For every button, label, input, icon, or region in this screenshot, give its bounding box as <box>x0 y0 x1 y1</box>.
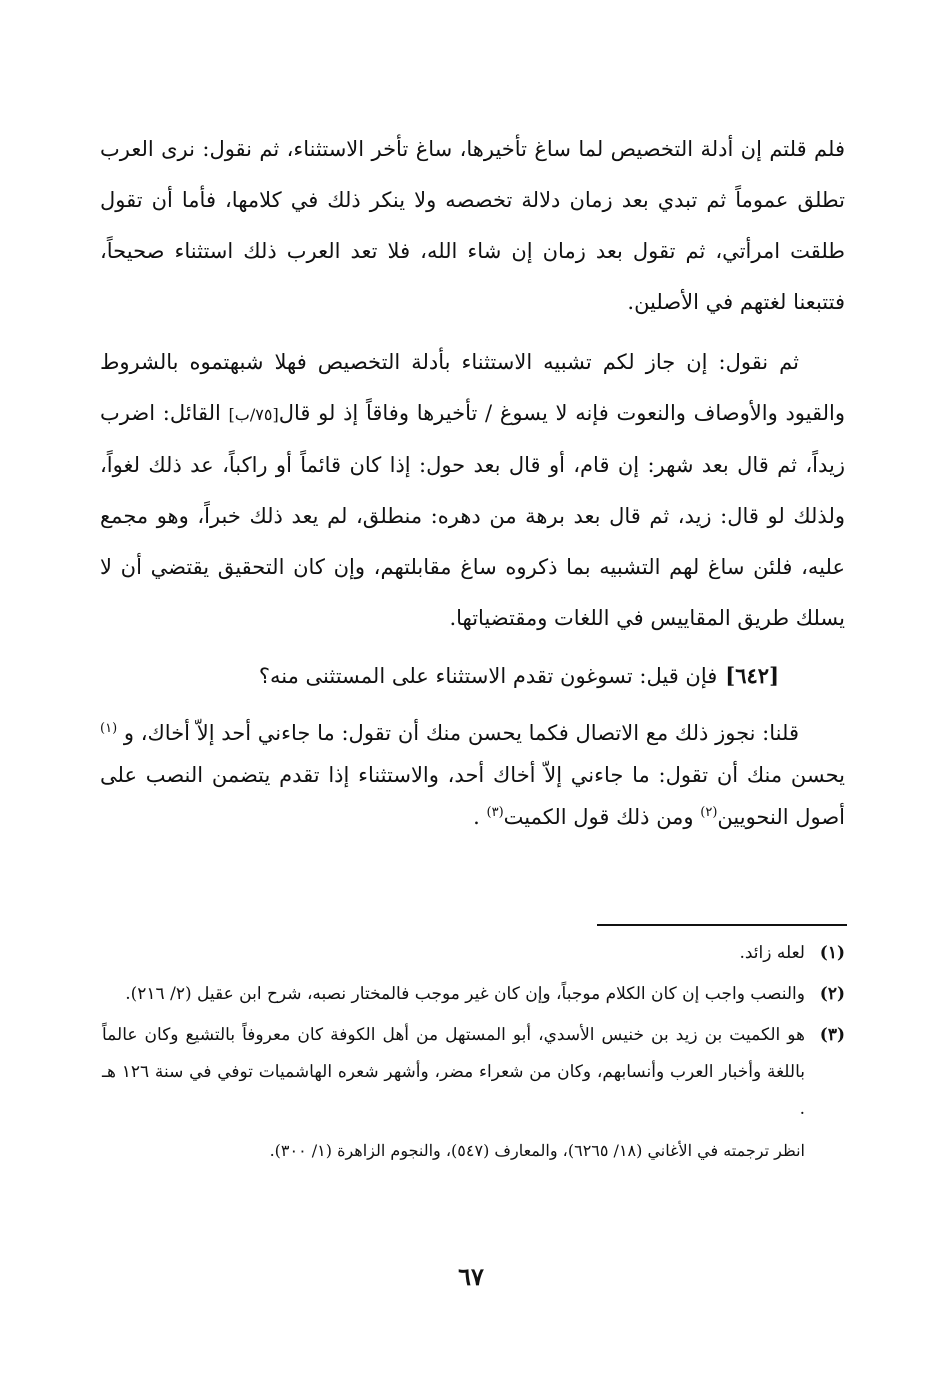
question-number: [٦٤٢] <box>725 663 779 688</box>
question-text: فإن قيل: تسوغون تقدم الاستثناء على المستثنى منه؟ <box>258 664 718 688</box>
footnote-ref-3[interactable]: (٣) <box>486 805 504 820</box>
paragraph-1: فلم قلتم إن أدلة التخصيص لما ساغ تأخيرها، ساغ تأخر الاستثناء، ثم نقول: نرى العرب تطلق عموماً ثم تبدي بعد زمان دلالة تخصصه ولا ينكر ذلك في كلامها، فأما أن تقول طلقت امرأتي، ثم تقول بعد زمان إن شاء الله، فلا تعد العرب ذلك استثناء صحيحاً، فتتبعنا لغتهم في الأصلين. <box>100 137 845 314</box>
footnote-2-number: (٢) <box>819 984 845 1004</box>
footnote-ref-2[interactable]: (٢) <box>700 805 718 820</box>
main-text <box>100 124 845 838</box>
footnote-3-references: انظر ترجمته في الأغاني (١٨/ ٦٢٦٥)، والمعارف (٥٤٧)، والنجوم الزاهرة (١/ ٣٠٠). <box>269 1141 805 1160</box>
footnote-separator <box>597 924 847 926</box>
footnote-3-number: (٣) <box>819 1025 845 1045</box>
footnote-ref-1[interactable]: (١) <box>100 721 118 736</box>
footnote-3-text: هو الكميت بن زيد بن خنيس الأسدي، أبو المستهل من أهل الكوفة كان معروفاً بالتشيع وكان عالماً باللغة وأخبار العرب وأنسابهم، وكان من شعراء مضر، وأشهر شعره الهاشميات توفي في سنة ١٢٦ هـ . <box>102 1025 805 1119</box>
manuscript-folio-marker: [٧٥/ب] <box>228 405 279 424</box>
page-number: ٦٧ <box>458 1262 484 1291</box>
answer-text-3: ومن ذلك قول الكميت <box>503 805 694 829</box>
answer-end: . <box>473 805 480 829</box>
paragraph-2-text-b: القائل: اضرب زيداً، ثم قال بعد شهر: إن قام، أو قال بعد حول: إذا كان قائماً أو راكباً، عد ذلك لغواً، ولذلك لو قال: زيد، ثم قال بعد برهة من دهره: منطلق، لم يعد ذلك خبراً، وهو مجمع عليه، فلئن ساغ لهم التشبيه بما ذكروه ساغ مقابلتهم، وإن كان التحقيق يقتضي أن لا يسلك طريق المقاييس في اللغات ومقتضياتها. <box>100 401 845 630</box>
question-paragraph <box>100 650 845 702</box>
answer-text-1: قلنا: نجوز ذلك مع الاتصال فكما يحسن منك أن تقول: ما جاءني أحد إلاّ أخاك، و <box>123 721 799 745</box>
footnote-3 <box>102 1017 845 1128</box>
answer-text-2: يحسن منك أن تقول: ما جاءني إلاّ أخاك أحد، والاستثناء إذا تقدم يتضمن النصب على أصول النحويين <box>100 763 845 829</box>
paragraph-2-text-a: ثم نقول: إن جاز لكم تشبيه الاستثناء بأدلة التخصيص فهلا شبهتموه بالشروط والقيود والأوصاف والنعوت فإنه لا يسوغ / تأخيرها وفاقاً إذ لو قال <box>100 350 845 425</box>
footnote-2-text: والنصب واجب إن كان الكلام موجباً، وإن كان غير موجب فالمختار نصبه، شرح ابن عقيل (٢/ ٢١٦). <box>125 984 805 1004</box>
paragraph-2 <box>100 337 845 644</box>
footnote-2 <box>102 976 845 1013</box>
footnote-1-number: (١) <box>819 943 845 963</box>
footnote-1-text: لعله زائد. <box>739 943 805 963</box>
answer-paragraph <box>100 712 845 838</box>
footnote-1 <box>102 935 845 972</box>
footnotes <box>102 935 845 1169</box>
